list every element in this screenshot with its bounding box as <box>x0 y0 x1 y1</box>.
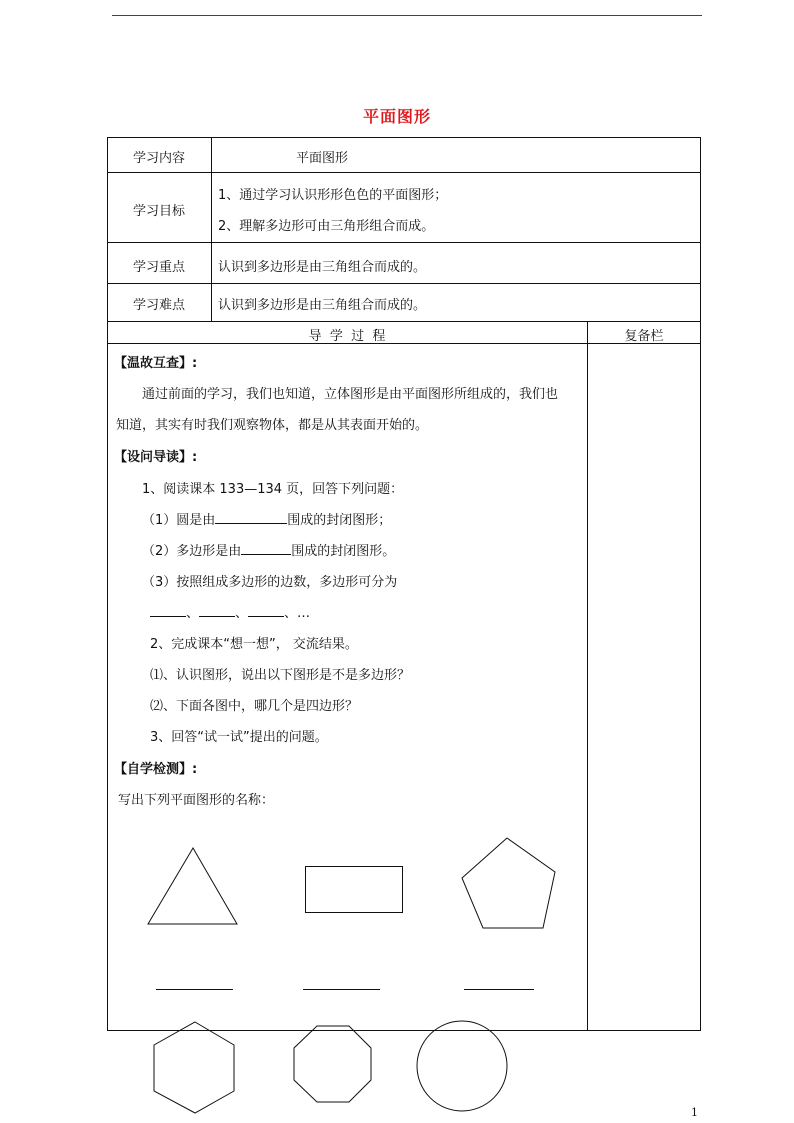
q1b-prefix: （2）多边形是由 <box>142 544 242 559</box>
label-content: 学习内容 <box>132 151 185 166</box>
value-content: 平面图形 <box>296 151 349 166</box>
q1a-suffix: 围成的封闭图形； <box>287 513 392 528</box>
separator: 、 <box>186 606 200 621</box>
guide-q1: 1、阅读课本 133—134 页，回答下列问题： <box>142 482 404 497</box>
q1b-suffix: 围成的封闭图形。 <box>291 544 396 559</box>
process-header: 导 学 过 程 <box>308 329 386 344</box>
objective-2: 2、理解多边形可由三角形组合而成。 <box>218 219 435 234</box>
selftest-instruction: 写出下列平面图形的名称： <box>118 793 275 808</box>
rectangle-shape <box>306 867 403 913</box>
selftest-heading: 【自学检测】: <box>114 762 198 777</box>
guide-q3: 3、回答“试一试”提出的问题。 <box>150 730 328 745</box>
review-header: 复备栏 <box>624 329 664 344</box>
guide-q2a: ⑴、认识图形，说出以下图形是不是多边形？ <box>150 668 411 683</box>
hexagon-shape <box>154 1022 234 1113</box>
separator: 、 <box>235 606 249 621</box>
label-objectives: 学习目标 <box>132 204 185 219</box>
label-difficulty: 学习难点 <box>132 298 185 313</box>
q1a-prefix: （1）圆是由 <box>142 513 216 528</box>
page-number: 1 <box>691 1106 698 1119</box>
review-para-line2: 知道，其实有时我们观察物体，都是从其表面开始的。 <box>116 418 429 433</box>
review-heading: 【温故互查】: <box>114 356 198 371</box>
pentagon-shape <box>462 838 555 928</box>
answer-line-rectangle[interactable] <box>303 989 380 990</box>
objective-1: 1、通过学习认识形形色色的平面图形； <box>218 188 448 203</box>
ellipsis: … <box>297 606 311 621</box>
guide-q1c: （3）按照组成多边形的边数，多边形可分为 <box>142 575 398 590</box>
octagon-shape <box>294 1026 371 1102</box>
circle-shape <box>417 1021 507 1111</box>
guide-q2b: ⑵、下面各图中，哪几个是四边形？ <box>150 699 359 714</box>
guide-heading: 【设问导读】: <box>114 450 198 465</box>
value-keypoint: 认识到多边形是由三角组合而成的。 <box>218 260 427 275</box>
answer-line-triangle[interactable] <box>156 989 233 990</box>
value-difficulty: 认识到多边形是由三角组合而成的。 <box>218 298 427 313</box>
page-title: 平面图形 <box>362 107 431 126</box>
triangle-shape <box>148 848 237 924</box>
answer-line-pentagon[interactable] <box>464 989 534 990</box>
review-para-line1: 通过前面的学习，我们也知道，立体图形是由平面图形所组成的，我们也 <box>142 387 559 402</box>
label-keypoint: 学习重点 <box>132 260 185 275</box>
guide-q2: 2、完成课本“想一想”， 交流结果。 <box>150 637 358 652</box>
separator: 、 <box>284 606 298 621</box>
